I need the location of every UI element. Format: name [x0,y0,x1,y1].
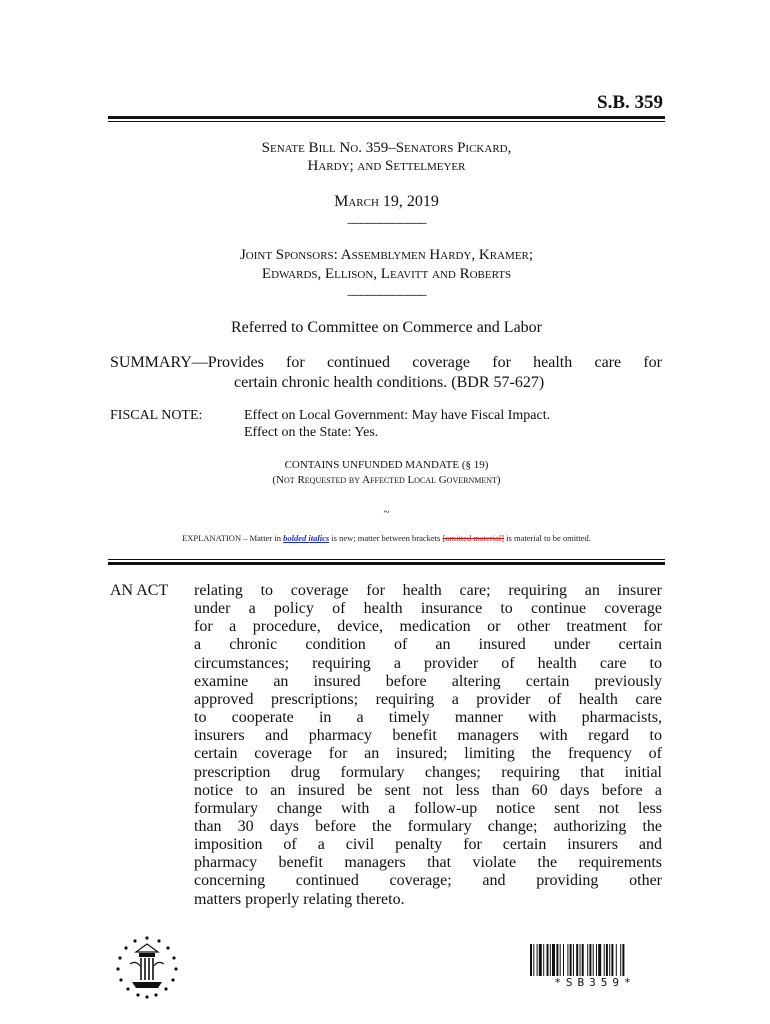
body-rule-thin [108,559,665,560]
barcode-bar [539,944,542,976]
barcode-bar [547,944,549,976]
act-line: prescription drug formulary changes; requiring that initial [194,763,662,781]
explanation-middle: is new; matter between brackets [329,533,443,543]
separator-2: ____________ [347,282,426,298]
title-line-1: Senate Bill No. 359–Senators Pickard, [261,140,512,156]
act-line: for a procedure, device, medication or other treatment for [194,618,662,636]
act-line: pharmacy benefit managers that violate the requirements [194,854,662,872]
barcode-bar [530,944,532,976]
barcode-icon [530,944,660,976]
act-line: concerning continued coverage; and providing other [194,872,662,890]
summary-line-2: certain chronic health conditions. (BDR 57-627) [234,374,545,391]
act-line: under a policy of health insurance to continue coverage [194,600,662,618]
barcode-bar [616,944,617,976]
barcode-bar [543,944,544,976]
separator-1: ____________ [347,210,426,226]
barcode-bar [563,944,564,976]
fiscal-note-label: FISCAL NOTE: [110,408,203,423]
fiscal-note-local: Effect on Local Government: May have Fiscal Impact. [244,408,551,423]
barcode-bar [609,944,610,976]
explanation-omitted-text: [omitted material] [442,533,505,543]
sponsors-line-1: Joint Sponsors: Assemblymen Hardy, Kramer; [239,247,534,263]
act-line: matters properly relating thereto. [194,890,405,908]
summary-line-1: SUMMARY—Provides for continued coverage for health care for [110,354,662,371]
body-rule-thick [108,562,665,565]
barcode-bar [552,944,555,976]
barcode-bar [582,944,584,976]
act-line: examine an insured before altering certain previously [194,672,662,690]
barcode-bar [537,944,538,976]
barcode-bar [620,944,621,976]
barcode-bar [556,944,558,976]
act-line: certain coverage for an insured; limiting the frequency of [194,745,662,763]
barcode-bar [606,944,608,976]
mandate-tilde: ~ [383,506,390,518]
explanation-line [108,533,665,543]
explanation-suffix: is material to be omitted. [504,533,591,543]
barcode-bar [593,944,594,976]
act-line: notice to an insured be sent not less than 60 days before a [194,781,662,799]
barcode-bar [604,944,605,976]
nevada-seal-icon [112,934,182,1000]
fiscal-note-state: Effect on the State: Yes. [244,425,379,440]
barcode-bar [567,944,568,976]
act-line: insurers and pharmacy benefit managers with regard to [194,727,662,745]
barcode-bar [622,944,624,976]
referred-line: Referred to Committee on Commerce and Labor [230,319,542,336]
barcode-bar [589,944,591,976]
barcode-bar [611,944,613,976]
mandate-line-2: (Not Requested by Affected Local Government) [272,474,501,486]
act-label: AN ACT [110,582,169,599]
act-line: than 30 days before the formulary change; authorizing the [194,817,662,835]
explanation-new-text: bolded italics [283,533,330,543]
barcode-bar [533,944,534,976]
bill-date: March 19, 2019 [334,193,439,210]
barcode-bar [573,944,574,976]
title-line-2: Hardy; and Settelmeyer [307,158,466,174]
barcode-bar [587,944,588,976]
act-line: formulary change with a follow-up notice sent not less [194,799,662,817]
act-line: circumstances; requiring a provider of health care to [194,654,662,672]
barcode-text: *SB359* [554,976,636,989]
barcode-bar [560,944,561,976]
barcode-bar [570,944,572,976]
header-rule-thick [108,116,665,119]
act-line: a chronic condition of an insured under certain [194,636,662,654]
act-line: relating to coverage for health care; requiring an insurer [194,582,662,599]
barcode-bar [598,944,601,976]
header-rule-thin [108,121,665,122]
act-line: to cooperate in a timely manner with pharmacists, [194,709,662,727]
barcode-bar [580,944,581,976]
explanation-prefix: EXPLANATION – Matter in [182,533,284,543]
barcode-bar [550,944,551,976]
barcode-bar [596,944,597,976]
sponsors-line-2: Edwards, Ellison, Leavitt and Roberts [261,266,512,282]
act-line: imposition of a civil penalty for certain insurers and [194,836,662,854]
mandate-line-1: CONTAINS UNFUNDED MANDATE (§ 19) [284,459,489,471]
bill-number: S.B. 359 [597,92,663,113]
act-line: approved prescriptions; requiring a provider of health care [194,690,662,708]
barcode-bar [576,944,578,976]
